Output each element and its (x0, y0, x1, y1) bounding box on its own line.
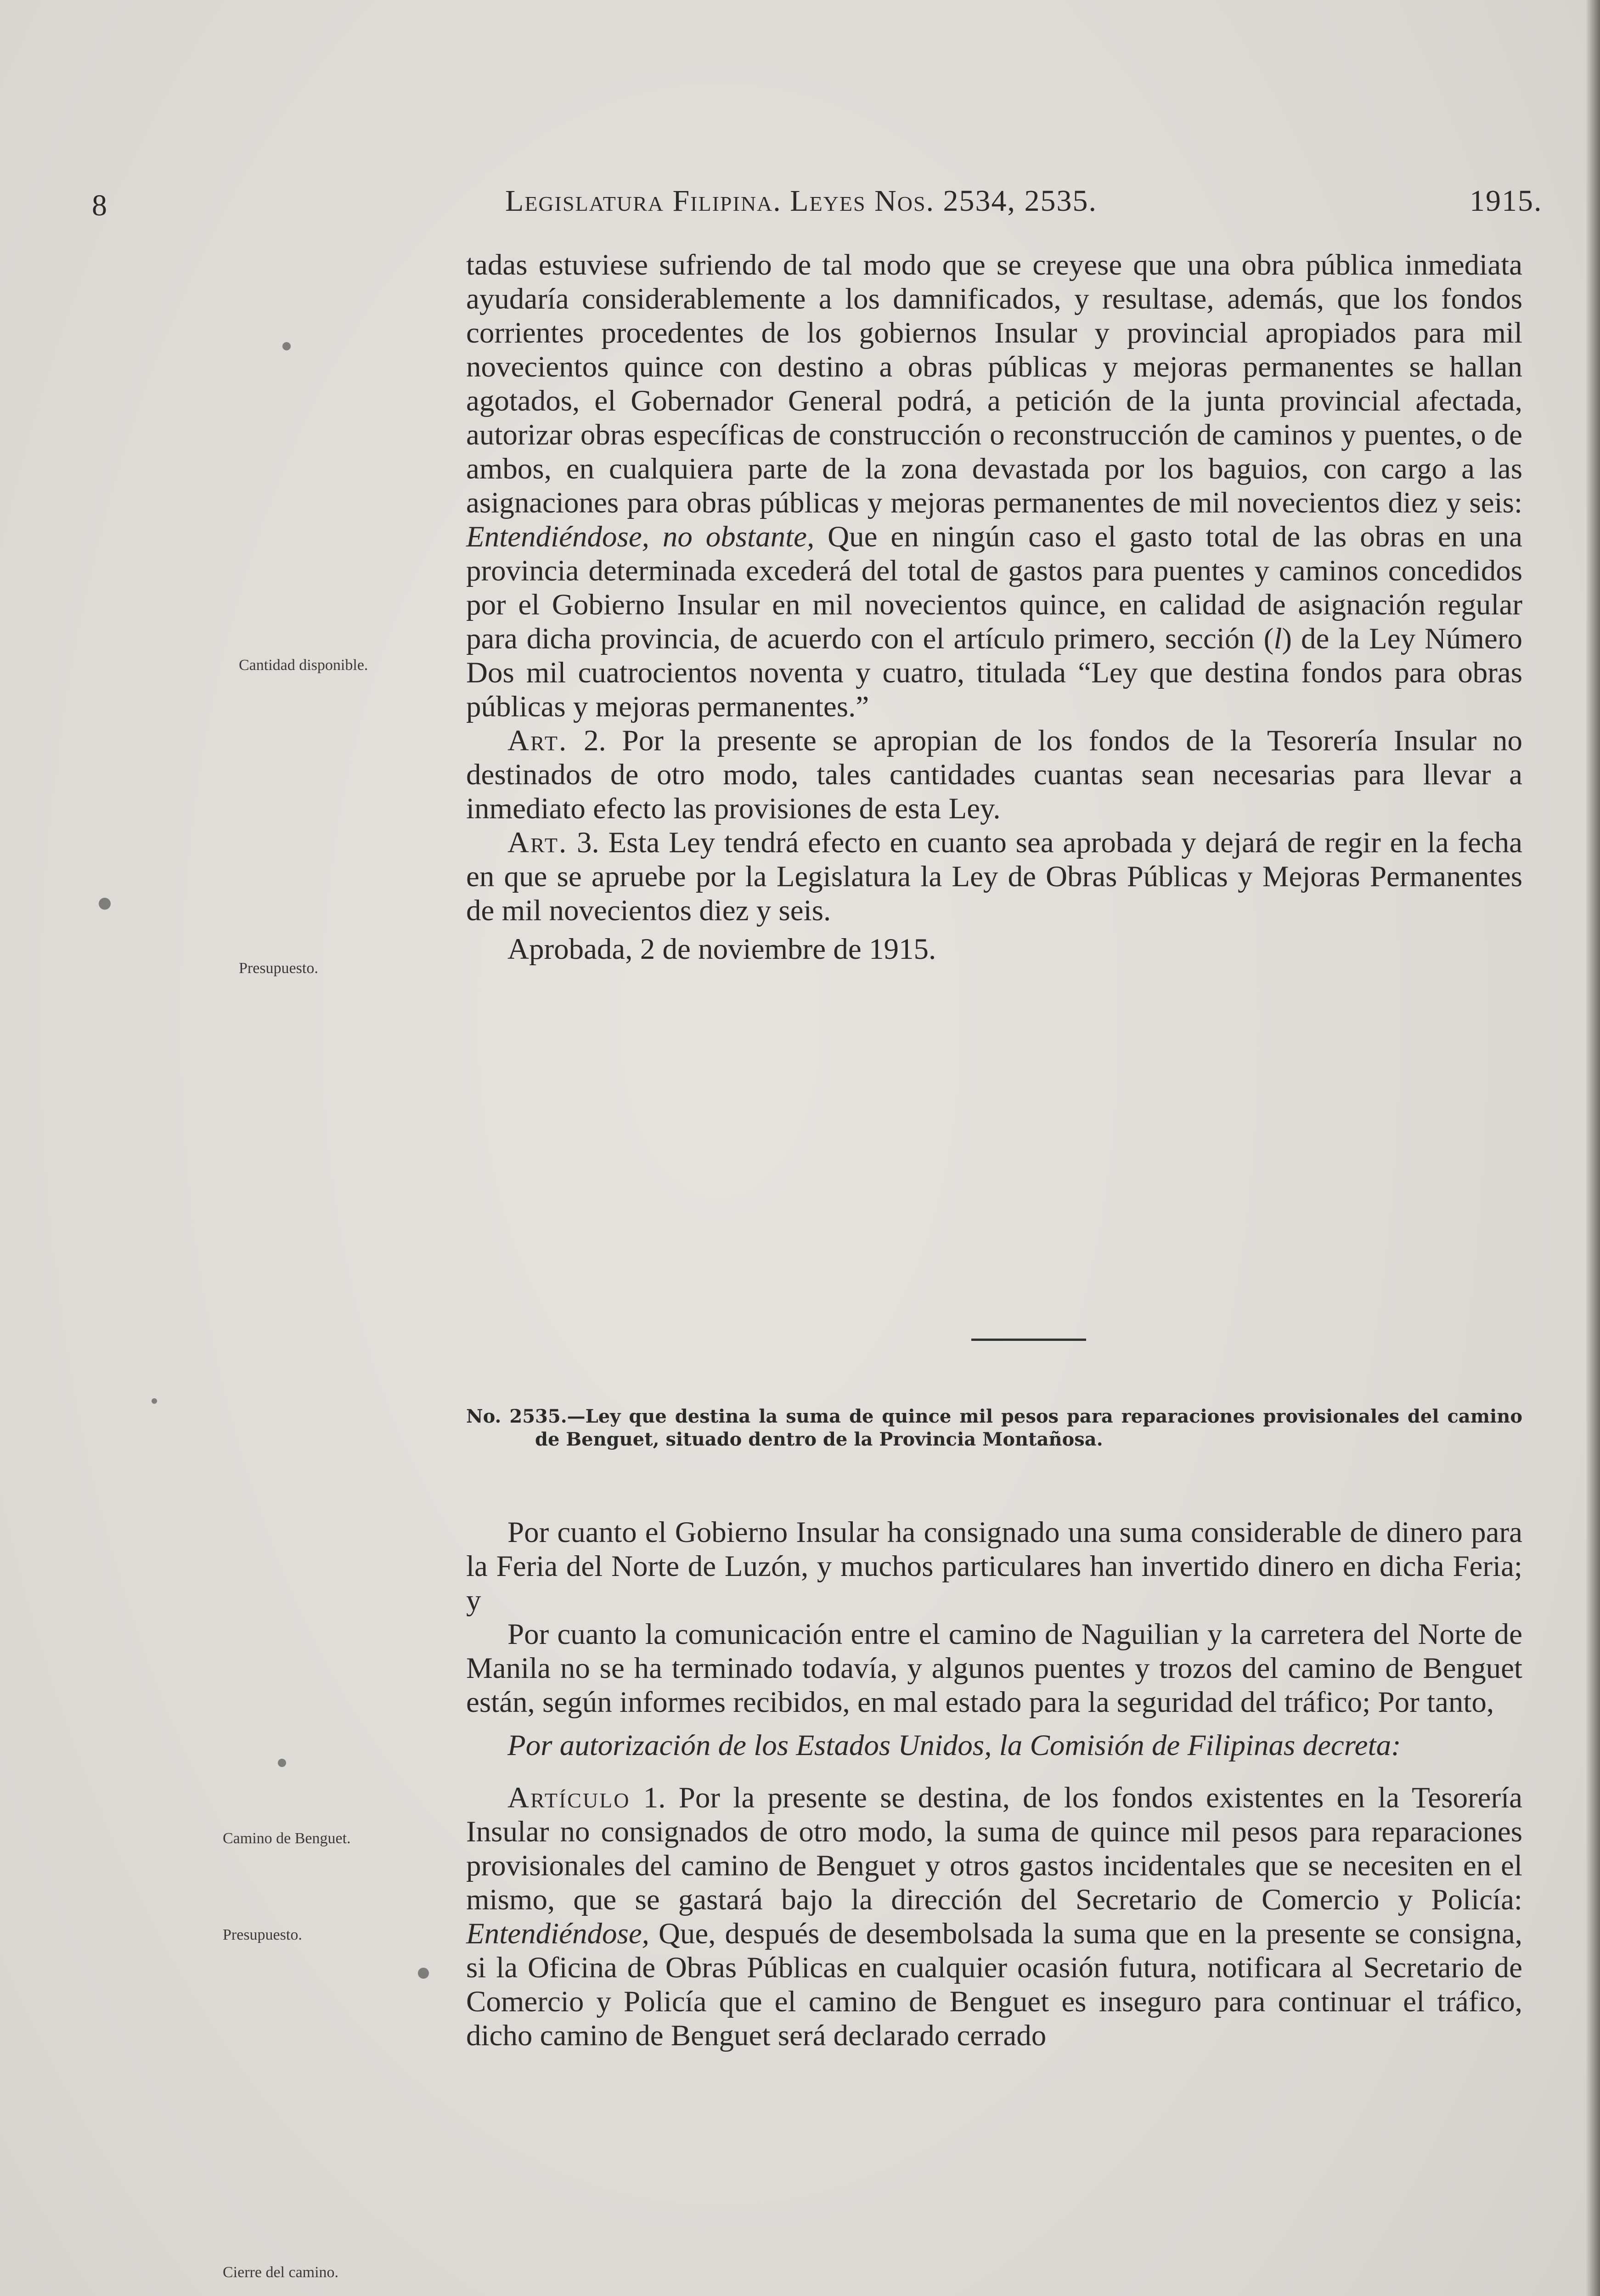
article-label: Art. (507, 724, 568, 757)
margin-note-presupuesto: Presupuesto. (239, 960, 318, 977)
margin-note-cierre-camino: Cierre del camino. (223, 2264, 339, 2281)
scan-speck (282, 342, 291, 350)
proviso-label: Entendiéndose, no obstante, (466, 520, 815, 553)
scan-speck (278, 1759, 286, 1767)
proviso-text: Que en ningún caso el gasto total de las obras en una provincia determinada excederá del total de gastos para puentes y caminos concedidos por el Gobierno Insular en mil novecientos quince, en calidad de asignación regular para dicha provincia, de acuerdo con el artículo primero, sección ( (466, 520, 1522, 655)
scan-speck (418, 1968, 429, 1979)
proviso-text: Que, después de desembolsada la suma que en la presente se consigna, si la Oficina de Obras Públicas en cualquier ocasión futura, notificara al Secretario de Comercio y Policía que el camino de Benguet es inseguro para continuar el tráfico, dicho camino de Benguet será declarado cerrado (466, 1917, 1522, 2052)
page-edge-shadow (1586, 0, 1600, 2296)
section-divider (971, 1339, 1086, 1341)
article-2 (466, 724, 1522, 826)
article-label: Artículo (507, 1781, 631, 1814)
margin-note-cantidad: Cantidad disponible. (239, 657, 368, 674)
article-text: 3. Esta Ley tendrá efecto en cuanto sea aprobada y dejará de regir en la fecha en que se apruebe por la Legislatura la Ley de Obras Públicas y Mejoras Permanentes de mil novecientos diez y seis. (466, 826, 1523, 927)
margin-note-camino-benguet: Camino de Benguet. (223, 1830, 351, 1847)
paragraph-text: tadas estuviese sufriendo de tal modo que se creyese que una obra pública inmediata ayudaría considerablemente a los damnificados, y resultase, además, que los fondos corrientes procedentes de los gobiernos Insular y provincial apropiados para mil novecientos quince con destino a obras públicas y mejoras permanentes se hallan agotados, el Gobernador General podrá, a petición de la junta provincial afectada, autorizar obras específicas de construcción o reconstrucción de caminos y puentes, o de ambos, en cualquiera parte de la zona devastada por los baguios, con cargo a las asignaciones para obras públicas y mejoras permanentes de mil novecientos diez y seis: (466, 248, 1522, 519)
proviso-letter: l (1273, 622, 1282, 655)
scan-speck (152, 1398, 157, 1404)
article-text: 1. Por la presente se destina, de los fondos existentes en la Tesorería Insular no consignados de otro modo, la suma de quince mil pesos para reparaciones provisionales del camino de Benguet y otros gastos incidentales que se necesiten en el mismo, que se gastará bajo la dirección del Secretario de Comercio y Policía: (466, 1781, 1523, 1916)
law-2535-title (466, 1405, 1522, 1451)
header-year: 1915. (1470, 184, 1543, 218)
article-text: 2. Por la presente se apropian de los fondos de la Tesorería Insular no destinados de otro modo, tales cantidades cuantas sean necesarias para llevar a inmediato efecto las provisiones de esta Ley. (466, 724, 1522, 825)
law-2535-body (466, 1515, 1522, 2053)
approval-date: Aprobada, 2 de noviembre de 1915. (507, 933, 936, 966)
article-1 (466, 1781, 1522, 2053)
paragraph (466, 248, 1522, 724)
page-number: 8 (92, 189, 108, 222)
article-label: Art. (507, 826, 568, 859)
proviso-tail: ) de la Ley Número Dos mil cuatrocientos noventa y cuatro, titulada “Ley que destina fondos para obras públicas y mejoras permanentes.” (466, 622, 1522, 723)
enacting-clause: Por autorización de los Estados Unidos, la Comisión de Filipinas decreta: (507, 1729, 1401, 1762)
scan-speck (99, 898, 111, 910)
proviso-label: Entendiéndose, (466, 1917, 649, 1950)
whereas-clause: Por cuanto el Gobierno Insular ha consignado una suma considerable de dinero para la Feria del Norte de Luzón, y muchos particulares han invertido dinero en dicha Feria; y (466, 1516, 1522, 1617)
margin-note-presupuesto: Presupuesto. (223, 1926, 302, 1943)
article-3 (466, 826, 1522, 928)
law-title-text: No. 2535.—Ley que destina la suma de quince mil pesos para reparaciones provisionales del camino de Benguet, situado dentro de la Provincia Montañosa. (466, 1406, 1522, 1450)
law-2534-body (466, 248, 1522, 966)
page-header (92, 170, 1543, 222)
running-title: Legislatura Filipina. Leyes Nos. 2534, 2535. (505, 184, 1098, 218)
whereas-clause: Por cuanto la comunicación entre el camino de Naguilian y la carretera del Norte de Manila no se ha terminado todavía, y algunos puentes y trozos del camino de Benguet están, según informes recibidos, en mal estado para la seguridad del tráfico; Por tanto, (466, 1618, 1522, 1719)
